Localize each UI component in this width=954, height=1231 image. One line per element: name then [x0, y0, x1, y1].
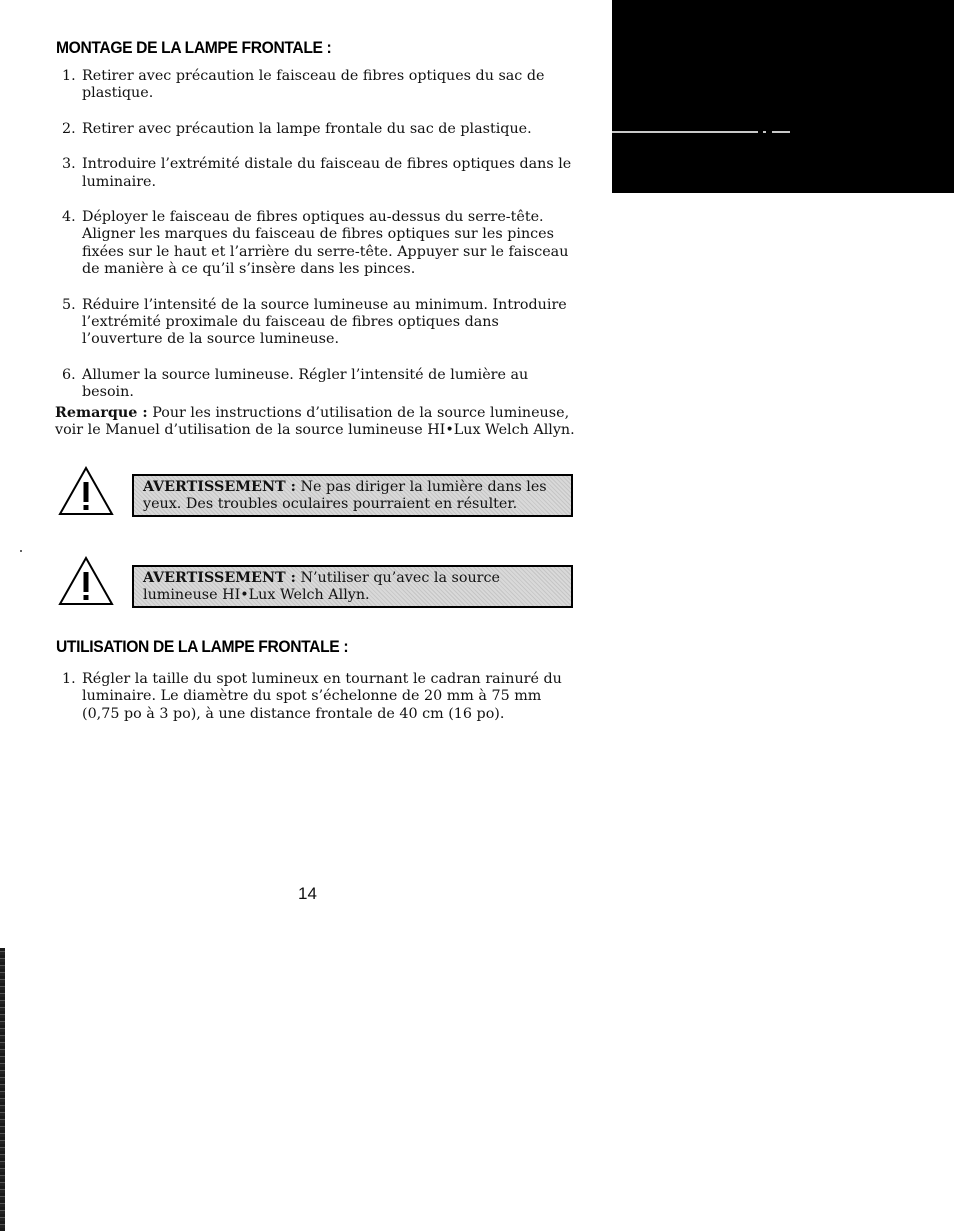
step-number: 5.	[62, 296, 76, 313]
step-number: 2.	[62, 120, 76, 137]
list-item	[62, 68, 572, 103]
warning-box	[132, 565, 573, 608]
list-item	[62, 367, 572, 402]
warning-triangle-icon	[58, 556, 114, 606]
warning-text: Ne pas diriger la lumière dans les yeux. Des troubles oculaires pourraient en résulter.	[143, 479, 547, 513]
montage-steps	[62, 68, 572, 402]
step-text: Déployer le faisceau de fibres optiques au-dessus du serre-tête. Aligner les marques du faisceau de fibres optiques sur les pinces fixées sur le haut et l’arrière du serre-tête. Appuyer sur le faisceau de manière à ce qu’il s’insère dans les pinces.	[82, 209, 569, 278]
scan-speck	[20, 550, 22, 552]
montage-title: MONTAGE DE LA LAMPE FRONTALE :	[56, 38, 332, 57]
list-item	[62, 671, 572, 723]
list-item	[62, 121, 572, 138]
utilisation-title: UTILISATION DE LA LAMPE FRONTALE :	[56, 637, 349, 656]
step-text: Retirer avec précaution la lampe frontale du sac de plastique.	[82, 120, 532, 137]
step-number: 4.	[62, 209, 76, 226]
black-block-dot	[763, 131, 766, 133]
step-text: Allumer la source lumineuse. Régler l’intensité de lumière au besoin.	[82, 366, 529, 401]
note-text: Pour les instructions d’utilisation de la source lumineuse, voir le Manuel d’utilisation de la source lumineuse HI•Lux Welch Allyn.	[55, 405, 575, 439]
scan-edge-stripe	[0, 948, 5, 1231]
step-text: Introduire l’extrémité distale du faisceau de fibres optiques dans le luminaire.	[82, 156, 572, 190]
warning-label: AVERTISSEMENT :	[143, 479, 296, 495]
note-label: Remarque :	[55, 405, 148, 421]
page-number: 14	[298, 884, 317, 903]
step-number: 1.	[62, 68, 76, 84]
list-item	[62, 209, 572, 279]
warning-text: N’utiliser qu’avec la source lumineuse HI•Lux Welch Allyn.	[143, 570, 500, 604]
black-block-dash	[772, 131, 790, 133]
step-text: Retirer avec précaution le faisceau de fibres optiques du sac de plastique.	[82, 68, 545, 102]
step-number: 6.	[62, 366, 76, 383]
list-item	[62, 156, 572, 191]
step-number: 3.	[62, 156, 76, 173]
warning-label: AVERTISSEMENT :	[143, 570, 296, 586]
warning-box	[132, 474, 573, 517]
black-block-rule	[612, 131, 758, 133]
note-paragraph	[55, 405, 575, 440]
utilisation-steps	[62, 671, 572, 723]
step-number: 1.	[62, 671, 76, 687]
black-corner-block	[612, 0, 954, 193]
warning-triangle-icon	[58, 466, 114, 516]
list-item	[62, 297, 572, 349]
step-text: Régler la taille du spot lumineux en tournant le cadran rainuré du luminaire. Le diamètre du spot s’échelonne de 20 mm à 75 mm (0,75 po à 3 po), à une distance frontale de 40 cm (16 po).	[82, 671, 562, 722]
step-text: Réduire l’intensité de la source lumineuse au minimum. Introduire l’extrémité proximale du faisceau de fibres optiques dans l’ouverture de la source lumineuse.	[82, 296, 567, 348]
